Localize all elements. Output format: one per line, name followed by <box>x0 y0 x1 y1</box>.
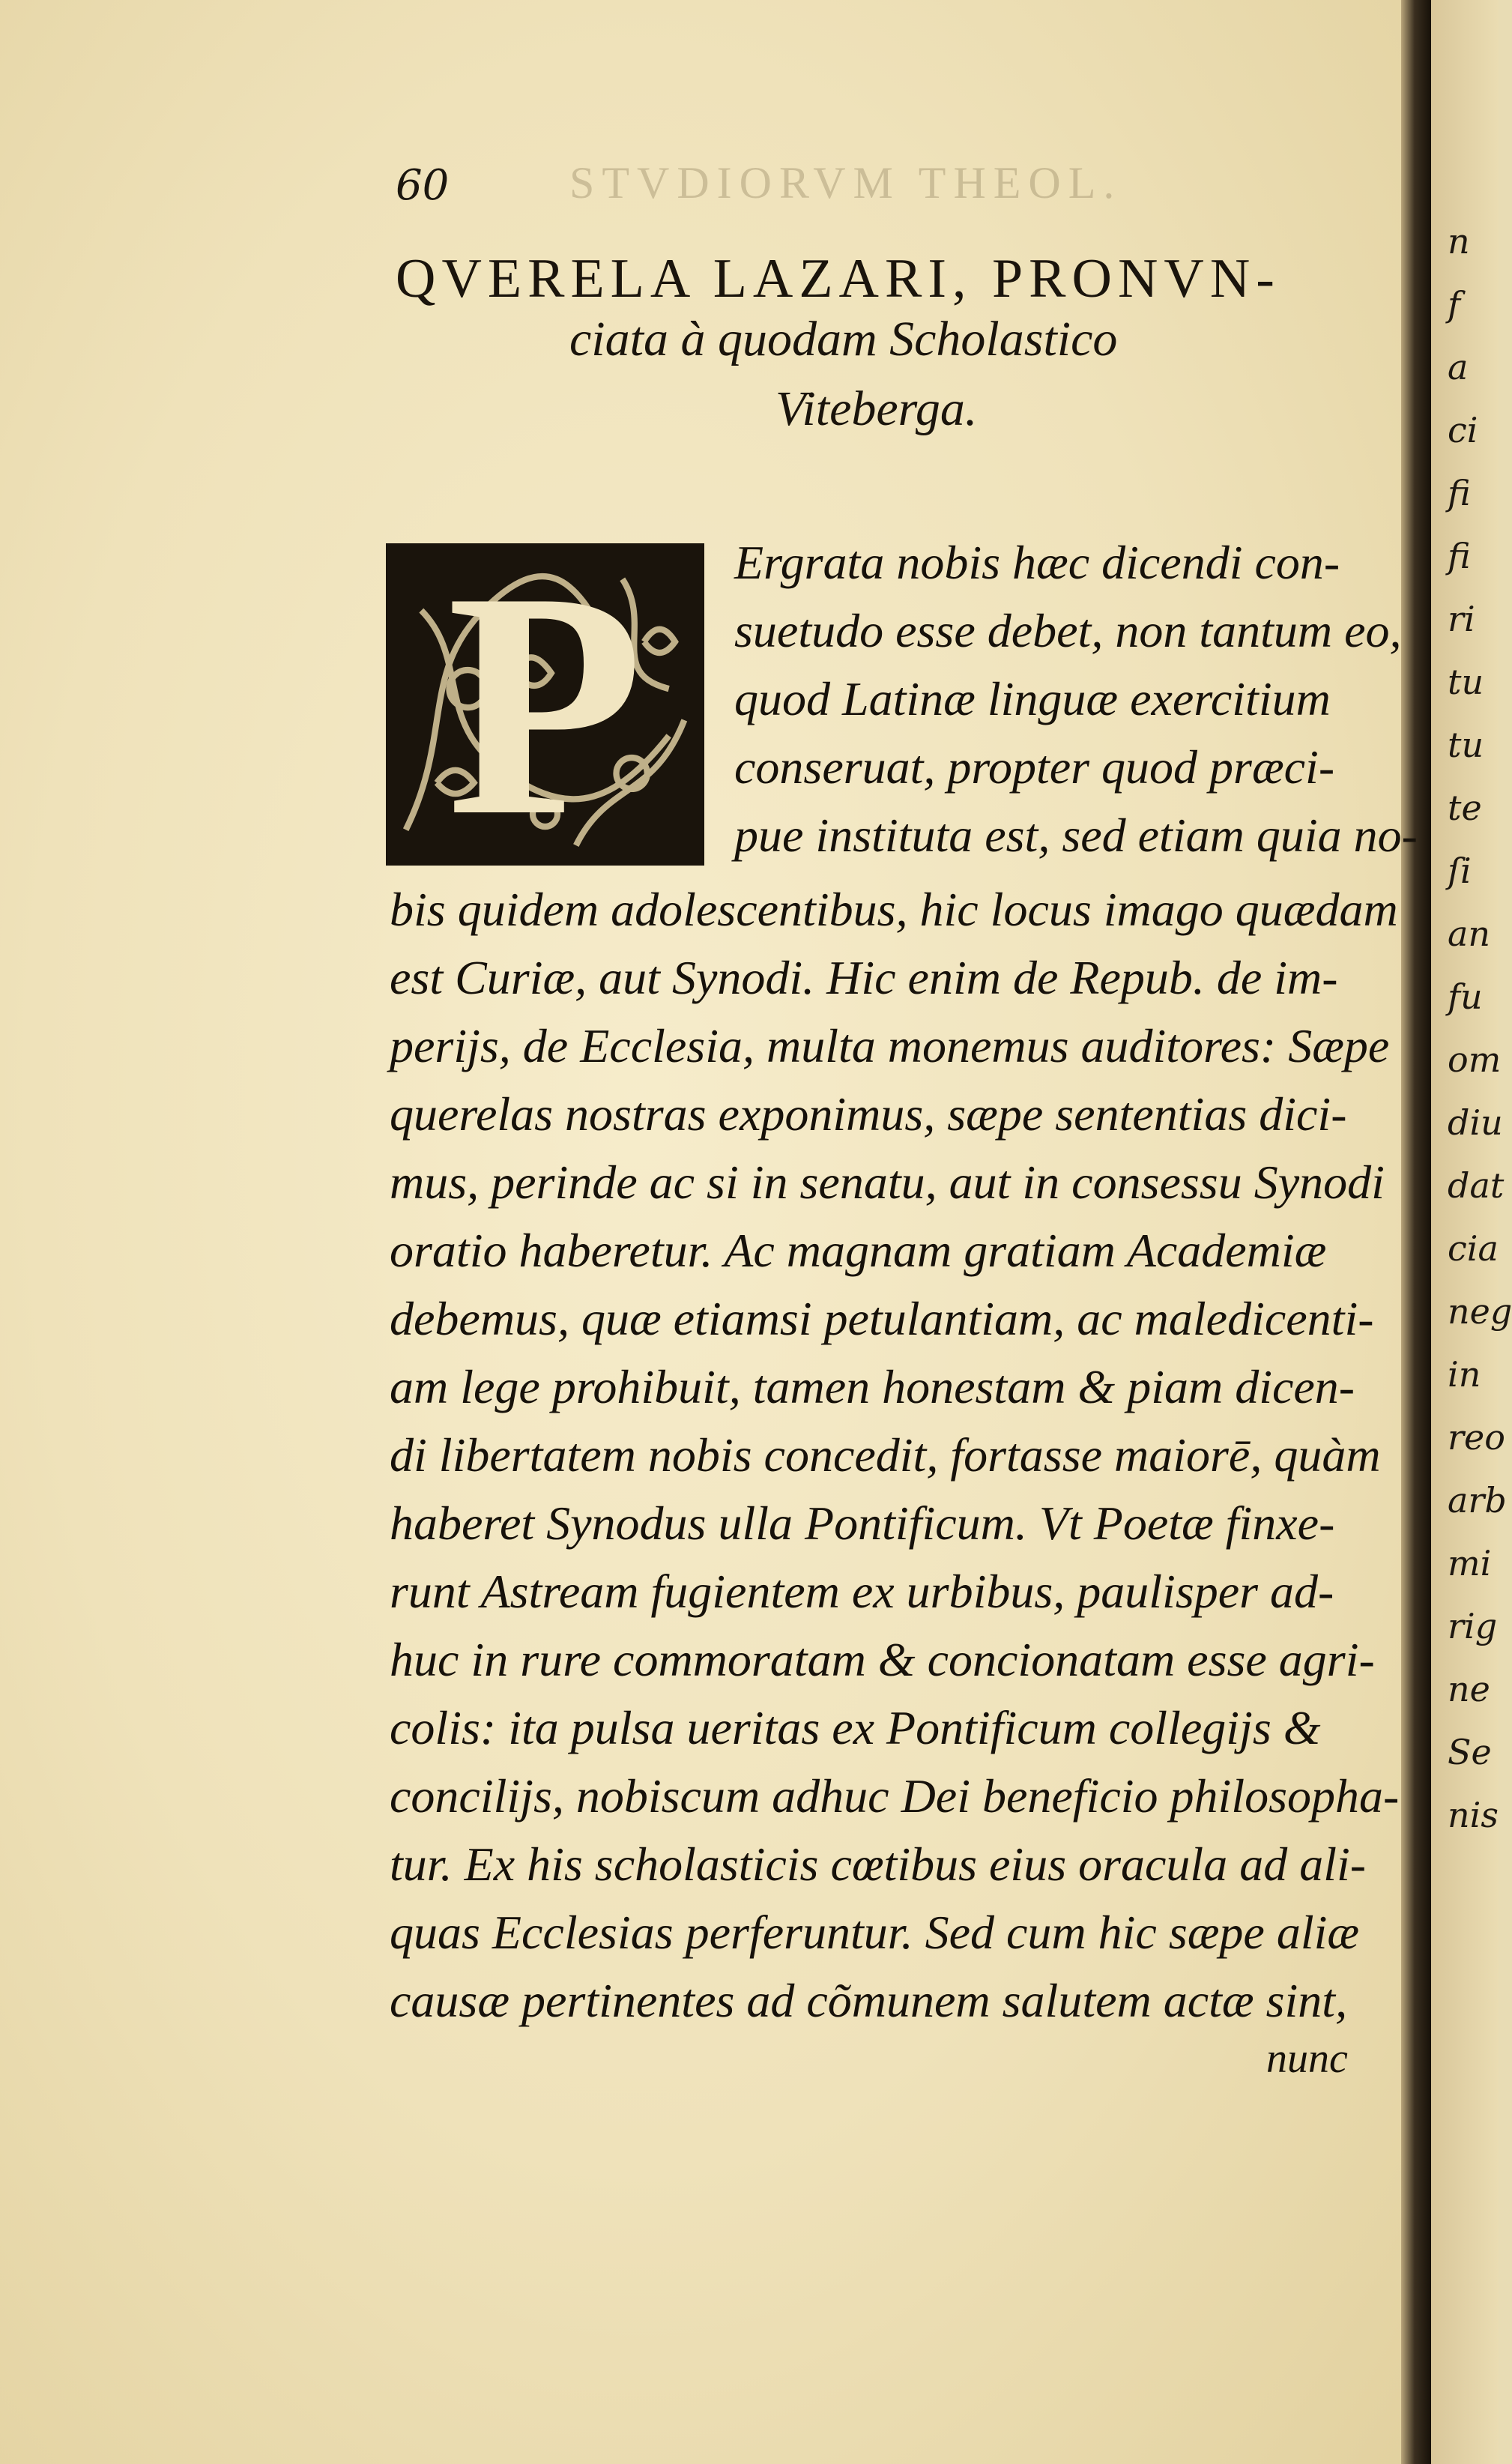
facing-page-fragment: an <box>1448 914 1491 954</box>
chapter-subheading-place: Viteberga. <box>775 381 978 436</box>
facing-page-fragment: fi <box>1448 473 1471 513</box>
facing-page-fragment: ri <box>1448 599 1475 639</box>
facing-page-text <box>1448 210 1512 1847</box>
text-line-1: bis quidem adolescentibus, hic locus imago quædam <box>390 883 1398 936</box>
decorated-initial <box>386 526 704 883</box>
facing-page-fragment: diu <box>1448 1102 1503 1143</box>
facing-page-fragment: nis <box>1448 1795 1499 1835</box>
catchword: nunc <box>1266 2035 1348 2082</box>
text-line-17: causæ pertinentes ad cõmunem salutem actæ sint, <box>390 1974 1348 2027</box>
initial-letter: P <box>447 526 644 883</box>
text-line-2: est Curiæ, aut Synodi. Hic enim de Repub. de im- <box>390 951 1338 1004</box>
facing-page-fragment: tu <box>1448 725 1484 765</box>
text-line-11: runt Astream fugientem ex urbibus, paulisper ad- <box>390 1565 1334 1618</box>
facing-page-fragment: tu <box>1448 662 1484 702</box>
text-line-14: concilijs, nobiscum adhuc Dei beneficio philosopha- <box>390 1769 1400 1823</box>
chapter-subheading: ciata à quodam Scholastico <box>569 312 1118 366</box>
page-number: 60 <box>396 161 450 210</box>
text-line-9: di libertatem nobis concedit, fortasse maiorē, quàm <box>390 1428 1381 1482</box>
text-line-beside-initial-4: conseruat, propter quod præci- <box>734 740 1335 794</box>
facing-page-fragment: reo <box>1448 1417 1505 1458</box>
facing-page-fragment: f <box>1448 284 1461 324</box>
text-line-7: debemus, quæ etiamsi petulantiam, ac maledicenti- <box>390 1292 1374 1345</box>
text-line-15: tur. Ex his scholasticis cœtibus eius oracula ad ali- <box>390 1838 1367 1891</box>
text-line-13: colis: ita pulsa ueritas ex Pontificum collegijs & <box>390 1701 1321 1754</box>
text-line-3: perijs, de Ecclesia, multa monemus auditores: Sæpe <box>390 1019 1390 1072</box>
text-line-10: haberet Synodus ulla Pontificum. Vt Poetæ finxe- <box>390 1497 1335 1550</box>
text-line-beside-initial-3: quod Latinæ linguæ exercitium <box>734 672 1331 725</box>
facing-page-fragment: mi <box>1448 1543 1492 1583</box>
text-line-5: mus, perinde ac si in senatu, aut in consessu Synodi <box>390 1156 1385 1209</box>
facing-page-fragment: fu <box>1448 976 1483 1017</box>
text-line-4: querelas nostras exponimus, sæpe sententias dici- <box>390 1087 1347 1141</box>
text-line-6: oratio haberetur. Ac magnam gratiam Academiæ <box>390 1224 1327 1277</box>
text-line-beside-initial-5: pue instituta est, sed etiam quia no- <box>734 809 1418 862</box>
facing-page-fragment: te <box>1448 788 1482 828</box>
body-paragraph <box>390 875 1399 2035</box>
text-line-beside-initial-1: Ergrata nobis hæc dicendi con- <box>734 536 1340 589</box>
chapter-heading: QVERELA LAZARI, PRONVN- <box>396 248 1280 309</box>
facing-page-fragment: om <box>1448 1039 1502 1080</box>
facing-page-fragment: fi <box>1448 536 1471 576</box>
facing-page-fragment: a <box>1448 347 1469 387</box>
facing-page-fragment: ne <box>1448 1669 1490 1709</box>
facing-page-fragment: n <box>1448 221 1470 262</box>
text-line-beside-initial-2: suetudo esse debet, non tantum eo, <box>734 604 1402 657</box>
opening-lines <box>734 528 1418 869</box>
text-line-8: am lege prohibuit, tamen honestam & piam dicen- <box>390 1360 1355 1413</box>
show-through-text: STVDIORVM THEOL. <box>569 158 1122 208</box>
facing-page-fragment: ſi <box>1448 851 1472 891</box>
facing-page-fragment: Se <box>1448 1732 1492 1772</box>
facing-page-fragment: rig <box>1448 1606 1498 1646</box>
facing-page-fragment: arb <box>1448 1480 1507 1521</box>
text-line-16: quas Ecclesias perferuntur. Sed cum hic sæpe aliæ <box>390 1906 1360 1959</box>
facing-page-fragment: cia <box>1448 1228 1499 1269</box>
facing-page-fragment: in <box>1448 1354 1481 1395</box>
book-gutter <box>1401 0 1431 2464</box>
facing-page-fragment: dat <box>1448 1165 1505 1206</box>
text-line-12: huc in rure commoratam & concionatam esse agri- <box>390 1633 1375 1686</box>
facing-page-fragment: neg <box>1448 1291 1512 1332</box>
facing-page-fragment: ci <box>1448 410 1478 450</box>
